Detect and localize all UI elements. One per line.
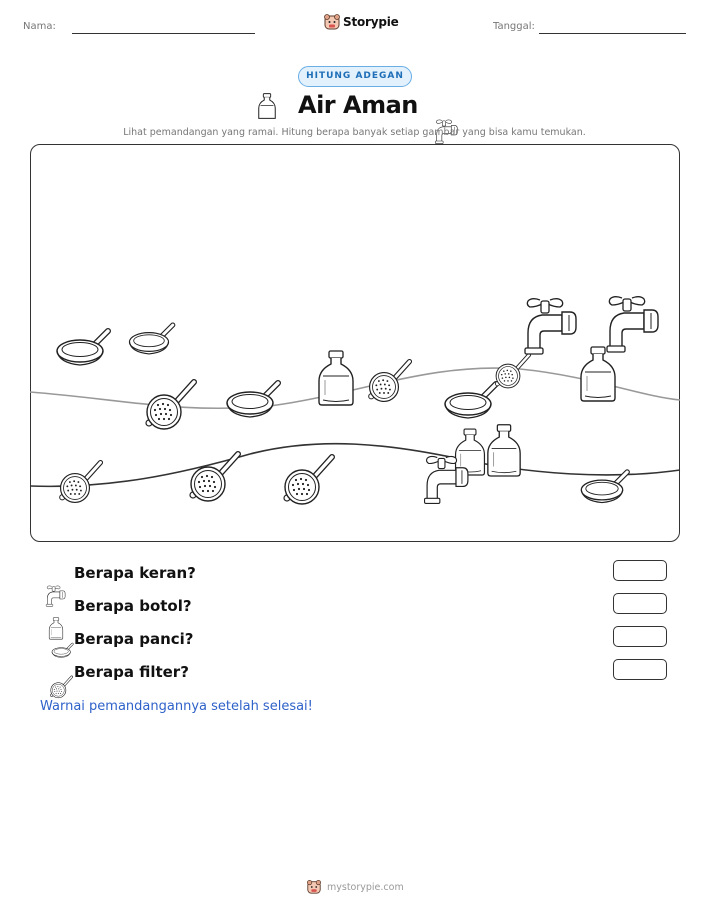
- filter-item: [146, 382, 194, 429]
- filter-item: [369, 362, 410, 402]
- faucet-icon: [38, 560, 66, 586]
- footer-logo-icon: [306, 879, 322, 895]
- name-label: Nama:: [23, 21, 56, 32]
- question-filter: Berapa filter?: [74, 663, 189, 681]
- answer-box-bottle[interactable]: [613, 593, 667, 614]
- faucet-item: [607, 297, 658, 352]
- pan-item: [129, 325, 172, 354]
- page-title: Air Aman: [298, 91, 418, 119]
- brand-name: Storypie: [343, 15, 399, 29]
- bottle-icon: [40, 593, 56, 619]
- date-line[interactable]: [539, 33, 686, 34]
- pan-item: [581, 472, 627, 503]
- activity-badge: HITUNG ADEGAN: [298, 66, 412, 87]
- bottle-item: [581, 347, 615, 401]
- bottle-item: [488, 425, 520, 476]
- question-pan: Berapa panci?: [74, 630, 194, 648]
- footer-url[interactable]: mystorypie.com: [327, 882, 404, 893]
- pan-icon: [39, 628, 67, 648]
- page-subtitle: Lihat pemandangan yang ramai. Hitung berapa banyak setiap gambar yang bisa kamu temukan.: [123, 127, 586, 138]
- storypie-logo-icon: [323, 13, 341, 31]
- filter-item: [60, 463, 101, 503]
- filter-item: [284, 457, 332, 504]
- answer-box-pan[interactable]: [613, 626, 667, 647]
- filter-icon: [40, 660, 66, 684]
- date-label: Tanggal:: [493, 21, 535, 32]
- filter-item: [495, 355, 529, 388]
- question-faucet: Berapa keran?: [74, 564, 196, 582]
- name-line[interactable]: [72, 33, 255, 34]
- coloring-instruction: Warnai pemandangannya setelah selesai!: [40, 699, 313, 714]
- title-bottle-icon: [256, 91, 278, 121]
- filter-item: [190, 454, 238, 501]
- front-ground-line: [30, 444, 680, 487]
- title-faucet-icon: [427, 90, 455, 120]
- question-bottle: Berapa botol?: [74, 597, 192, 615]
- pan-item: [227, 383, 278, 417]
- answer-box-filter[interactable]: [613, 659, 667, 680]
- bottle-item: [319, 351, 353, 405]
- counting-scene: [30, 144, 680, 542]
- answer-box-faucet[interactable]: [613, 560, 667, 581]
- pan-item: [57, 331, 108, 365]
- faucet-item: [525, 299, 576, 354]
- pan-item: [445, 384, 496, 418]
